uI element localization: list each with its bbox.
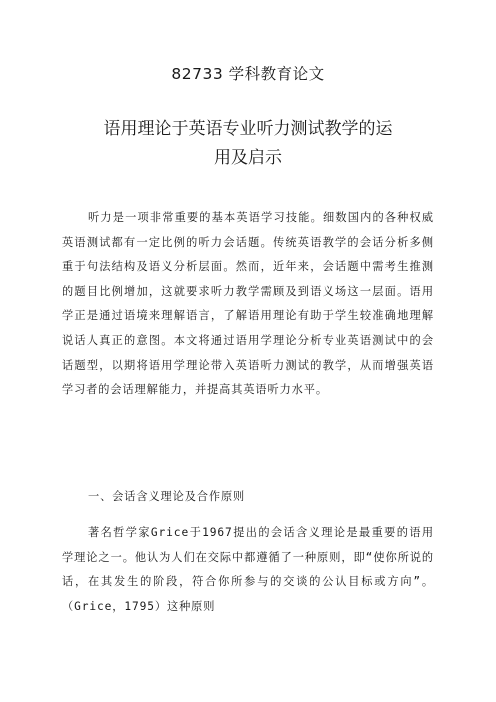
document-id-line: 82733 学科教育论文 bbox=[171, 65, 325, 83]
document-title bbox=[40, 115, 456, 173]
abstract-paragraph: 听力是一项非常重要的基本英语学习技能。细数国内的各种权威英语测试都有一定比例的听力会话题。传统英语教学的会话分析多侧重于句法结构及语义分析层面。然而，近年来，会话题中需考生推测的题目比例增加，这就要求听力教学需顾及到语义场这一层面。语用学正是通过语境来理解语言，了解语用理论有助于学生较准确地理解说话人真正的意图。本文将通过语用学理论分析专业英语测试中的会话题型，以期将语用学理论带入英语听力测试的教学，从而增强英语学习者的会话理解能力，并提高其英语听力水平。 bbox=[62, 211, 434, 397]
title-line-1: 语用理论于英语专业听力测试教学的运 bbox=[103, 119, 393, 139]
body-paragraph: 著名哲学家Grice于1967提出的会话含义理论是最重要的语用学理论之一。他认为人们在交际中都遵循了一种原则，即“使你所说的话，在其发生的阶段，符合你所参与的交谈的公认目标或方向”。（Grice，1795）这种原则 bbox=[62, 526, 434, 613]
section-heading: 一、会话含义理论及合作原则 bbox=[88, 490, 246, 503]
title-line-2: 用及启示 bbox=[214, 148, 282, 168]
